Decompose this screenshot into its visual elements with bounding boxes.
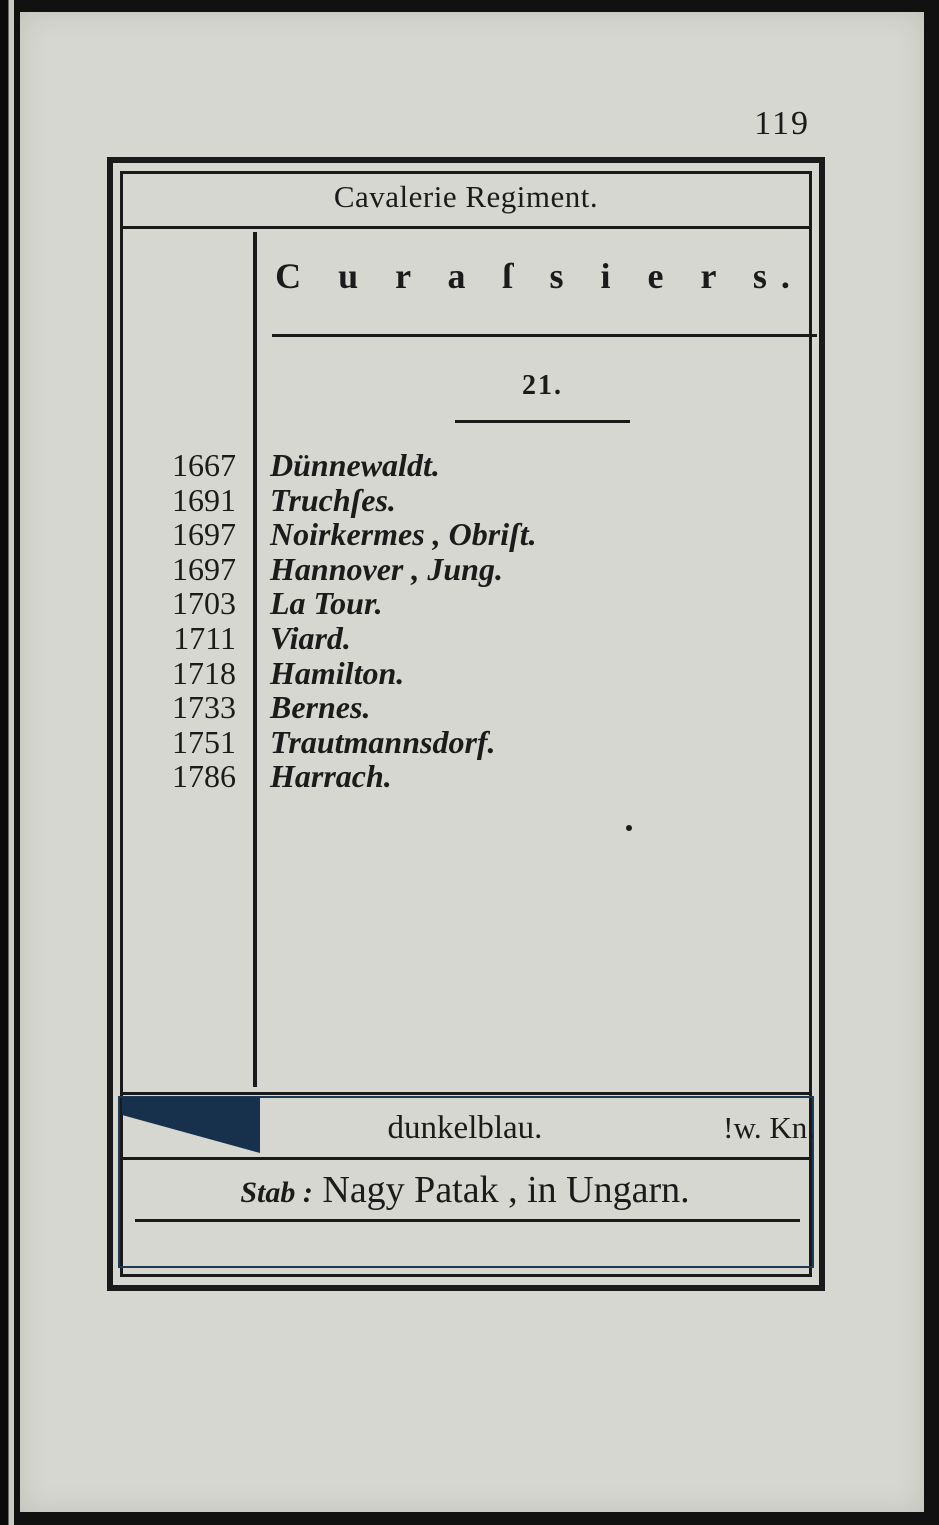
colonel-name: Hannover , Jung. <box>270 550 503 587</box>
stab-row <box>135 1168 795 1212</box>
colonel-year: 1733 <box>172 689 236 726</box>
uniform-color-swatch <box>122 1097 260 1153</box>
colonel-name: Noirkermes , Obriſt. <box>270 516 537 553</box>
column-divider <box>253 232 257 1087</box>
uniform-color-swatch-shape <box>122 1097 260 1153</box>
subtitle-rule <box>272 334 817 337</box>
stab-rule <box>135 1219 800 1222</box>
colonel-year: 1667 <box>172 447 236 483</box>
colonel-year: 1703 <box>172 585 236 622</box>
ink-dot <box>626 825 632 831</box>
header-rule <box>122 226 810 229</box>
colonel-name: Hamilton. <box>270 654 405 691</box>
colonel-year: 1697 <box>172 516 236 553</box>
years-column <box>140 448 236 794</box>
names-column <box>270 448 790 794</box>
regiment-number: 21. <box>522 370 563 401</box>
colonel-name: Dünnewaldt. <box>270 447 440 483</box>
colonel-name: Viard. <box>270 619 351 656</box>
colonel-year: 1697 <box>172 550 236 587</box>
uniform-rule <box>122 1157 810 1160</box>
colonel-year: 1711 <box>173 619 236 656</box>
stab-location: Nagy Patak , in Ungarn. <box>322 1169 690 1211</box>
colonel-name: Truchſes. <box>270 481 396 518</box>
colonel-name: Harrach. <box>270 758 392 795</box>
left-page-edge <box>0 0 14 1525</box>
colonel-year: 1786 <box>172 758 236 795</box>
colonel-name: Trautmannsdorf. <box>270 723 496 760</box>
colonel-year: 1751 <box>172 723 236 760</box>
lower-rule <box>122 1092 810 1095</box>
number-rule <box>455 420 630 423</box>
colonel-name: Bernes. <box>270 689 371 726</box>
colonel-year: 1718 <box>172 654 236 691</box>
regiment-type: C u r a ſ s i e r s. <box>275 256 804 296</box>
colonel-name: La Tour. <box>270 585 383 622</box>
stab-label: Stab : <box>240 1176 313 1209</box>
uniform-facing-text: !w. Kn. <box>723 1110 815 1145</box>
colonel-year: 1691 <box>172 481 236 518</box>
page-number: 119 <box>754 105 810 142</box>
header-title: Cavalerie Regiment. <box>333 179 599 214</box>
uniform-color-name: dunkelblau. <box>387 1110 543 1146</box>
